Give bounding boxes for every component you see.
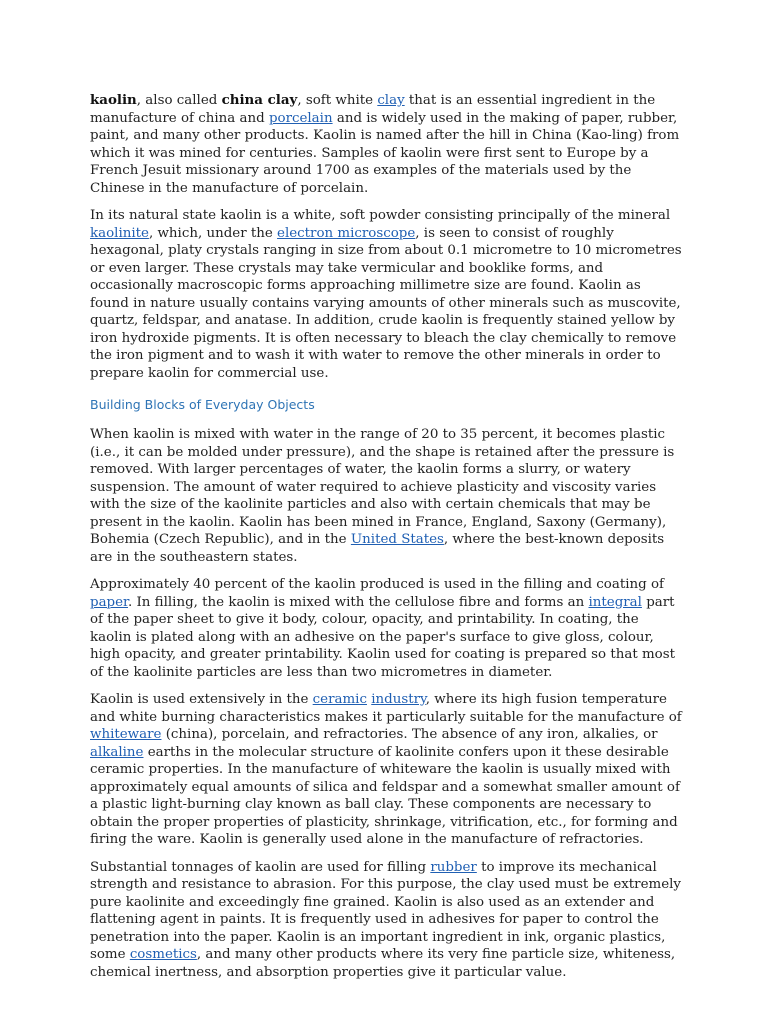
- link-cosmetics[interactable]: cosmetics: [129, 947, 197, 962]
- paragraph: [90, 207, 682, 382]
- link-integral[interactable]: integral: [588, 594, 642, 610]
- link-industry[interactable]: industry: [371, 692, 426, 707]
- text-run: , where the best-known deposits are in the southeastern states.: [90, 532, 665, 565]
- text-run: Kaolin is used extensively in the: [90, 692, 313, 707]
- section-heading[interactable]: Building Blocks of Everyday Objects: [90, 397, 315, 412]
- link-united-states[interactable]: United States: [350, 532, 444, 547]
- paragraph: [90, 92, 682, 197]
- link-kaolinite[interactable]: kaolinite: [90, 225, 149, 241]
- text-run: , soft white: [297, 93, 378, 108]
- intro-section: [90, 92, 682, 382]
- link-ceramic[interactable]: ceramic: [312, 692, 367, 707]
- text-run: , which, under the: [148, 225, 278, 241]
- link-porcelain[interactable]: porcelain: [268, 110, 333, 126]
- text-run: Approximately 40 percent of the kaolin produced is used in the filling and coating of: [90, 577, 664, 592]
- document-page: [90, 92, 682, 991]
- link-clay[interactable]: clay: [377, 93, 405, 108]
- text-run: (china), porcelain, and refractories. The absence of any iron, alkalies, or: [161, 727, 658, 742]
- text-run: earths in the molecular structure of kaolinite confers upon it these desirable ceramic properties. In the manufacture of whiteware the kaolin is usually mixed with approximately equal amounts of silica and feldspar and a somewhat smaller amount of a plastic light-burning clay known as ball clay. These components are necessary to obtain the proper properties of plasticity, shrinkage, vitrification, etc., for forming and firing the ware. Kaolin is generally used alone in the manufacture of refractories.: [90, 744, 680, 847]
- text-run: In its natural state kaolin is a white, soft powder consisting principally of the mineral: [90, 208, 671, 223]
- link-electron-microscope[interactable]: electron microscope: [277, 225, 416, 241]
- text-run: and is widely used in the making of paper, rubber, paint, and many other products. Kaolin is named after the hill in China (Kao-ling) from which it was mined for centuries. Samples of kaolin were first sent to Europe by a French Jesuit missionary around 1700 as examples of the materials used by the Chinese in the manufacture of porcelain.: [90, 110, 680, 196]
- text-run: , and many other products where its very fine particle size, whiteness, chemical inertness, and absorption properties give it particular value.: [90, 947, 676, 980]
- bold-term: china clay: [221, 92, 298, 108]
- bold-term: kaolin: [90, 92, 137, 108]
- text-run: Substantial tonnages of kaolin are used for filling: [90, 859, 431, 875]
- link-paper[interactable]: paper: [90, 594, 128, 610]
- link-alkaline[interactable]: alkaline: [90, 744, 144, 760]
- text-run: part of the paper sheet to give it body, colour, opacity, and printability. In coating, the kaolin is plated along with an adhesive on the paper's surface to give gloss, colour, high opacity, and greater printability. Kaolin used for coating is prepared so that most of the kaolinite particles are less than two micrometres in diameter.: [90, 594, 675, 680]
- text-run: that is an essential ingredient in the manufacture of china and: [90, 93, 656, 126]
- paragraph: [90, 576, 682, 681]
- paragraph: [90, 691, 682, 849]
- text-run: , also called: [136, 93, 222, 108]
- text-run: , is seen to consist of roughly hexagonal, platy crystals ranging in size from about 0.1 micrometre to 10 micrometres or even larger. These crystals may take vermicular and booklike forms, and occasionally macroscopic forms approaching millimetre size are found. Kaolin as found in nature usually contains varying amounts of other minerals such as muscovite, quartz, feldspar, and anatase. In addition, crude kaolin is frequently stained yellow by iron hydroxide pigments. It is often necessary to bleach the clay chemically to remove the iron pigment and to wash it with water to remove the other minerals in order to prepare kaolin for commercial use.: [90, 225, 682, 381]
- paragraph: [90, 426, 682, 566]
- paragraph: [90, 859, 682, 982]
- text-run: , where its high fusion temperature and white burning characteristics makes it particularly suitable for the manufacture of: [90, 692, 682, 725]
- text-run: . In filling, the kaolin is mixed with the cellulose fibre and forms an: [127, 594, 589, 610]
- link-rubber[interactable]: rubber: [430, 859, 477, 875]
- text-run: to improve its mechanical strength and resistance to abrasion. For this purpose, the clay used must be extremely pure kaolinite and exceedingly fine grained. Kaolin is also used as an extender and flattening agent in paints. It is frequently used in adhesives for paper to control the penetration into the paper. Kaolin is an important ingredient in ink, organic plastics, some: [90, 859, 681, 962]
- link-whiteware[interactable]: whiteware: [90, 727, 162, 742]
- text-run: When kaolin is mixed with water in the range of 20 to 35 percent, it becomes plastic (i.e., it can be molded under pressure), and the shape is retained after the pressure is removed. With larger percentages of water, the kaolin forms a slurry, or watery suspension. The amount of water required to achieve plasticity and viscosity varies with the size of the kaolinite particles and also with certain chemicals that may be present in the kaolin. Kaolin has been mined in France, England, Saxony (Germany), Bohemia (Czech Republic), and in the: [90, 427, 675, 547]
- body-section: [90, 426, 682, 981]
